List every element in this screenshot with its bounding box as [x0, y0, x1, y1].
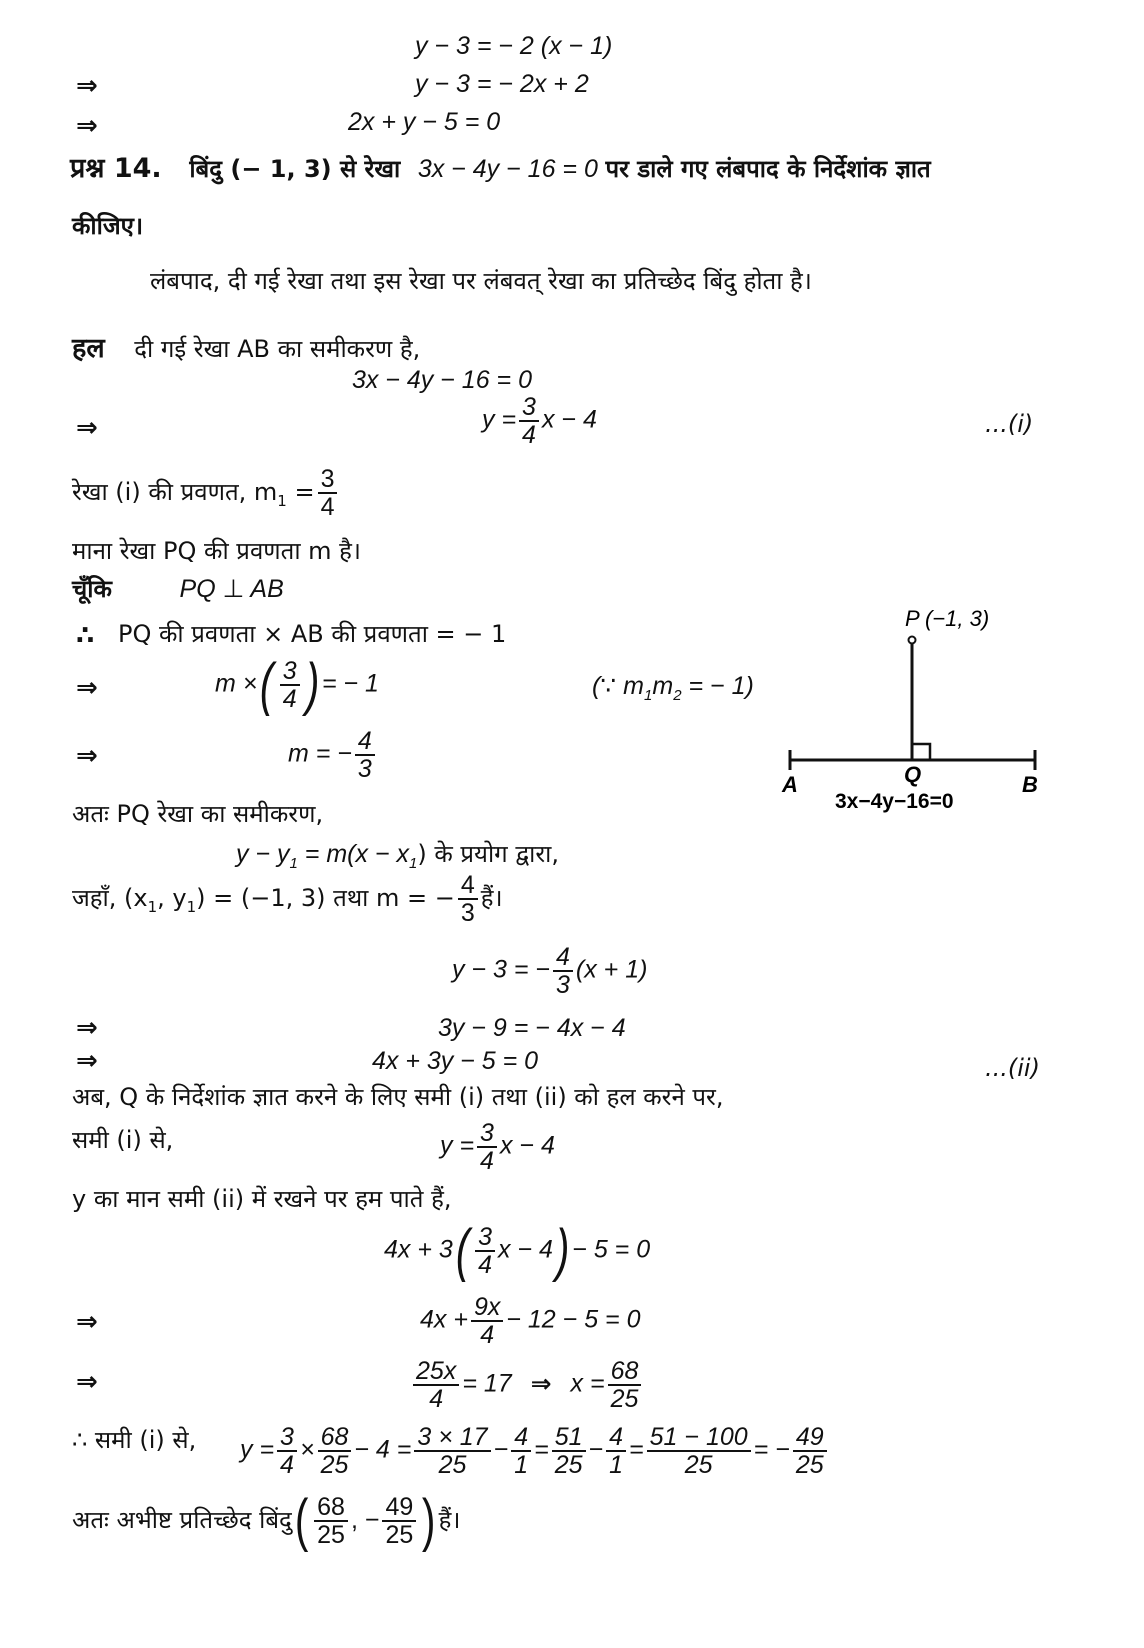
- solution-intro: दी गई रेखा AB का समीकरण है,: [134, 335, 421, 363]
- question-text-c: कीजिए।: [72, 212, 144, 240]
- now-solve-text: अब, Q के निर्देशांक ज्ञात करने के लिए समी (i) तथा (ii) को हल करने पर,: [72, 1083, 724, 1111]
- slope-line: रेखा (i) की प्रवणत, $m_1$ = $\frac{3}{4}$: [72, 466, 340, 520]
- equation-tag-1: ...(i): [985, 410, 1034, 438]
- question-text-b: पर डाले गए लंबपाद के निर्देशांक ज्ञात: [605, 155, 931, 183]
- since-line: चूँकि PQ ⊥ AB: [72, 575, 284, 603]
- label-q: Q: [904, 762, 922, 787]
- implies-arrow: ⇒: [76, 741, 98, 771]
- implies-arrow: ⇒: [76, 413, 98, 443]
- where-line: जहाँ, ($x_1$, $y_1) = (-1$, 3) तथा m = − $\frac{4}{3}$ हैं।: [72, 871, 503, 927]
- implies-arrow: ⇒: [76, 1367, 98, 1397]
- eq-slope-form: y = $\frac{3}{4}$ x − 4: [482, 393, 597, 449]
- implies-arrow: ⇒: [76, 111, 98, 141]
- question-text-a: बिंदु (− 1, 3) से रेखा: [189, 155, 401, 183]
- final-y-expr: y = $\frac{3}{4}$ × $\frac{68}{25}$ − 4 = $\frac{3 \times 17}{25}$ − $\frac{4}{1}$ = $\frac{51}{25}$ − $\frac{4}{1}$ = $\frac{51 - 100}{25}$ = − $\frac{49}{25}$: [240, 1424, 830, 1478]
- top-eq-2: y − 3 = − 2x + 2: [415, 70, 589, 98]
- solution-label: हल: [72, 333, 105, 364]
- m-equation: m ×( $\frac{3}{4}$ ) = − 1: [215, 652, 379, 717]
- implies-arrow: ⇒: [76, 1046, 98, 1076]
- top-eq-3: 2x + y − 5 = 0: [348, 108, 501, 136]
- let-slope-text: माना रेखा PQ की प्रवणता m है।: [72, 537, 362, 565]
- label-a: A: [782, 772, 798, 797]
- equation-tag-2: ...(ii): [985, 1054, 1040, 1082]
- question-equation: 3x − 4y − 16 = 0: [417, 155, 598, 183]
- pq-eq-1: y − 3 = − $\frac{4}{3}$ (x + 1): [452, 943, 648, 999]
- question-line: [70, 155, 931, 183]
- eq-given-line: 3x − 4y − 16 = 0: [352, 366, 532, 394]
- sub-eq-2: 4x + $\frac{9x}{4}$ − 12 − 5 = 0: [420, 1293, 641, 1349]
- therefore-sign: ∴: [76, 621, 95, 651]
- label-b: B: [1022, 772, 1038, 797]
- answer-line: अतः अभीष्ट प्रतिच्छेद बिंदु( $\frac{68}{25}$ , − $\frac{49}{25}$ ) हैं।: [72, 1488, 461, 1553]
- point-p-label: P (−1, 3): [905, 606, 990, 631]
- line-equation-label: 3x−4y−16=0: [835, 790, 954, 813]
- right-angle-mark: [912, 744, 930, 760]
- from-eq1-expr: y = $\frac{3}{4}$ x − 4: [440, 1119, 555, 1175]
- hint-text: लंबपाद, दी गई रेखा तथा इस रेखा पर लंबवत् रेखा का प्रतिच्छेद बिंदु होता है।: [150, 267, 812, 295]
- perpendicular-diagram: [782, 606, 1070, 820]
- pq-eq-2: 3y − 9 = − 4x − 4: [438, 1014, 626, 1042]
- top-eq-1: y − 3 = − 2 (x − 1): [415, 32, 613, 60]
- point-slope-formula: $y - y_1 = m(x - x_1)$ के प्रयोग द्वारा,: [236, 840, 559, 872]
- pq-equation-text: अतः PQ रेखा का समीकरण,: [72, 800, 324, 828]
- from-eq1-line: समी (i) से,: [72, 1126, 174, 1154]
- product-text: PQ की प्रवणता × AB की प्रवणता = − 1: [118, 620, 507, 648]
- solution-intro-line: [72, 335, 420, 363]
- sub-eq-1: 4x + 3( $\frac{3}{4}$ x − 4) − 5 = 0: [384, 1218, 651, 1283]
- implies-arrow: ⇒: [76, 673, 98, 703]
- point-p-dot: [909, 637, 916, 644]
- question-label: प्रश्न 14.: [70, 153, 162, 184]
- m-value: m = − $\frac{4}{3}$: [288, 728, 378, 782]
- pq-eq-3: 4x + 3y − 5 = 0: [372, 1047, 539, 1075]
- sub-eq-3: $\frac{25x}{4}$ = 17 ⇒ x = $\frac{68}{25}$: [410, 1358, 644, 1412]
- substitute-text: y का मान समी (ii) में रखने पर हम पाते हैं,: [72, 1185, 452, 1213]
- implies-arrow: ⇒: [76, 71, 98, 101]
- implies-arrow: ⇒: [76, 1013, 98, 1043]
- final-y-line: ∴ समी (i) से,: [72, 1426, 197, 1454]
- reason-text: (∵ $m_1m_2$ = − 1): [592, 672, 754, 704]
- implies-arrow: ⇒: [76, 1307, 98, 1337]
